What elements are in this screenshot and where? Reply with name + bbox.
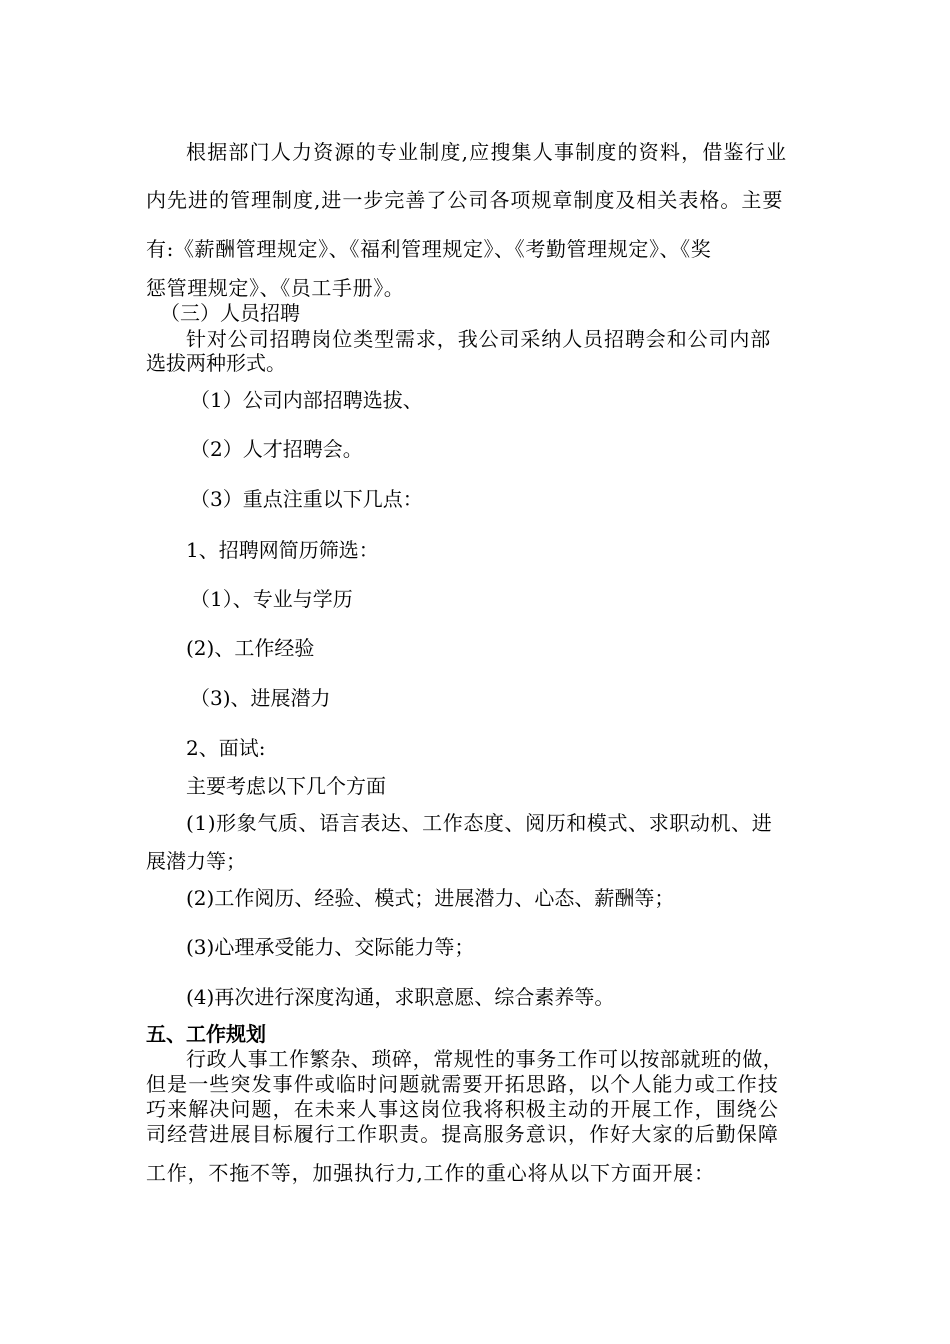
paragraph-line: 司经营进展目标履行工作职责。提高服务意识，作好大家的后勤保障 bbox=[146, 1122, 779, 1146]
list-item: （2）人才招聘会。 bbox=[190, 437, 363, 461]
paragraph-line: 行政人事工作繁杂、琐碎，常规性的事务工作可以按部就班的做， bbox=[186, 1047, 784, 1071]
paragraph-line: 主要考虑以下几个方面 bbox=[186, 774, 386, 798]
paragraph-line: 展潜力等； bbox=[146, 849, 246, 873]
paragraph-line: 有:《薪酬管理规定》、《福利管理规定》、《考勤管理规定》、《奖 bbox=[146, 237, 712, 261]
list-item: （3)、进展潜力 bbox=[190, 686, 331, 710]
paragraph-line: 但是一些突发事件或临时问题就需要开拓思路，以个人能力或工作技 bbox=[146, 1072, 779, 1096]
paragraph-line: (4)再次进行深度沟通，求职意愿、综合素养等。 bbox=[186, 985, 615, 1009]
paragraph-line: (2)工作阅历、经验、模式；进展潜力、心态、薪酬等； bbox=[186, 886, 675, 910]
paragraph-line: (1)形象气质、语言表达、工作态度、阅历和模式、求职动机、进 bbox=[186, 811, 773, 835]
paragraph-line: 工作，不拖不等，加强执行力,工作的重心将从以下方面开展： bbox=[146, 1161, 715, 1185]
section-heading: （三）人员招聘 bbox=[160, 301, 300, 325]
list-item: （1）公司内部招聘选拔、 bbox=[190, 388, 423, 412]
paragraph-line: 巧来解决问题，在未来人事这岗位我将积极主动的开展工作，围绕公 bbox=[146, 1097, 779, 1121]
paragraph-line: 针对公司招聘岗位类型需求，我公司采纳人员招聘会和公司内部 bbox=[186, 327, 772, 351]
paragraph-line: 内先进的管理制度,进一步完善了公司各项规章制度及相关表格。主要 bbox=[146, 188, 784, 212]
section-heading: 五、工作规划 bbox=[146, 1022, 266, 1046]
list-item: （1）、专业与学历 bbox=[190, 587, 353, 611]
list-item: 2、面试: bbox=[186, 736, 266, 760]
paragraph-line: (3)心理承受能力、交际能力等； bbox=[186, 935, 475, 959]
paragraph-line: 惩管理规定》、《员工手册》。 bbox=[146, 276, 405, 300]
list-item: (2)、工作经验 bbox=[186, 636, 315, 660]
paragraph-line: 选拔两种形式。 bbox=[146, 351, 286, 375]
paragraph-line: 根据部门人力资源的专业制度,应搜集人事制度的资料，借鉴行业 bbox=[186, 140, 788, 164]
list-item: 1、招聘网简历筛选： bbox=[186, 538, 379, 562]
list-item: （3）重点注重以下几点： bbox=[190, 487, 423, 511]
